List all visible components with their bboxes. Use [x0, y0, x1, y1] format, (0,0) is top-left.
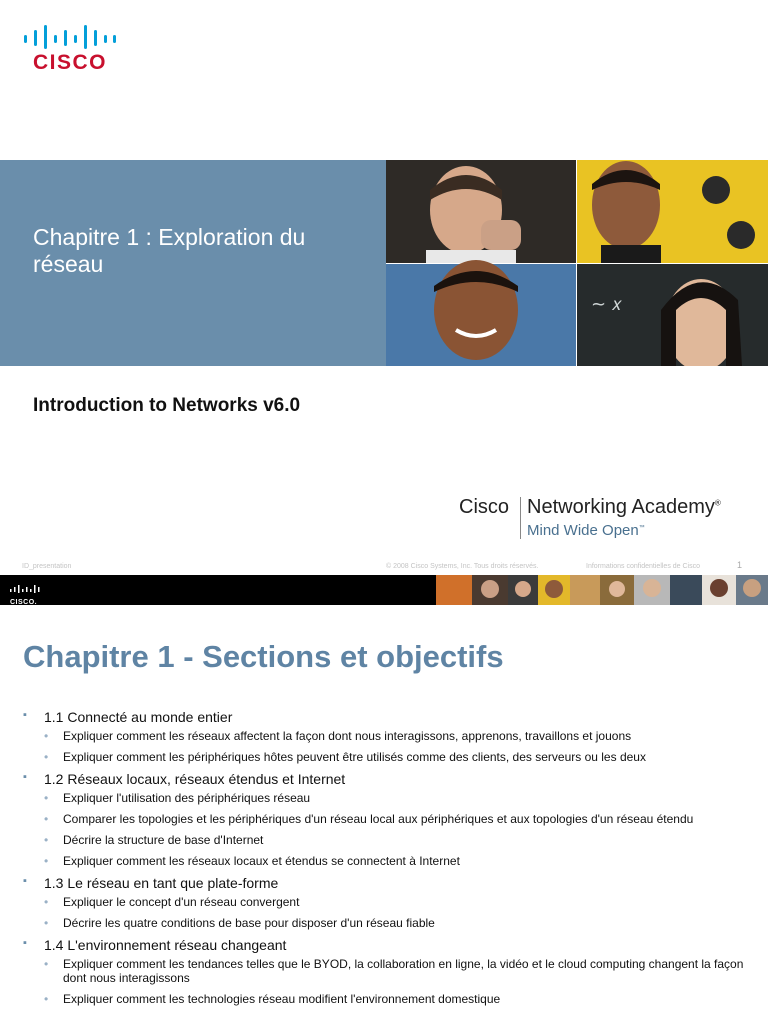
content-slide — [0, 575, 768, 1024]
cisco-logo-text: CISCO — [33, 51, 108, 74]
objective-sublist — [44, 957, 752, 1006]
course-subtitle: Introduction to Networks v6.0 — [33, 395, 301, 416]
objective-item: • Expliquer comment les technologies réseau modifient l'environnement domestique — [44, 992, 752, 1006]
objective-item: • Expliquer comment les périphériques hôtes peuvent être utilisés comme des clients, des serveurs ou les deux — [44, 750, 752, 764]
objective-sublist — [44, 895, 752, 930]
footer-page-number: 1 — [737, 560, 743, 570]
objective-item: • Décrire la structure de base d'Internet — [44, 833, 752, 847]
objective-item: • Expliquer comment les réseaux locaux et étendus se connectent à Internet — [44, 854, 752, 868]
section-label: 1.3 Le réseau en tant que plate-forme — [44, 875, 279, 891]
people-photo-collage — [386, 160, 768, 366]
academy-tagline — [527, 522, 645, 539]
mini-cisco-text: CISCO. — [10, 599, 38, 606]
slide-title: Chapitre 1 - Sections et objectifs — [23, 639, 504, 674]
section-label: 1.4 L'environnement réseau changeant — [44, 937, 287, 953]
tagline-text: Mind Wide Open — [527, 522, 639, 539]
objective-item: • Expliquer comment les réseaux affectent la façon dont nous interagissons, apprenons, travaillons et jouons — [44, 729, 752, 743]
academy-name-text: Networking Academy — [527, 496, 715, 518]
footer-confidential: Informations confidentielles de Cisco — [586, 563, 701, 570]
top-banner — [0, 575, 768, 605]
footer-presentation-id: ID_presentation — [22, 563, 72, 570]
people-photo-strip — [436, 575, 768, 605]
section-item — [22, 875, 752, 930]
objective-item: • Décrire les quatre conditions de base pour disposer d'un réseau fiable — [44, 916, 752, 930]
section-item — [22, 771, 752, 868]
registered-mark: ® — [714, 498, 721, 508]
objectives-list — [22, 709, 752, 1013]
academy-separator — [520, 497, 521, 539]
objective-item: • Expliquer le concept d'un réseau convergent — [44, 895, 752, 909]
academy-cisco: Cisco — [459, 496, 510, 518]
svg-text:~ 𝑥: ~ 𝑥 — [591, 294, 622, 315]
slide-title: Chapitre 1 : Exploration du réseau — [33, 224, 306, 277]
cisco-bars-icon — [24, 25, 116, 49]
section-item — [22, 937, 752, 1006]
trademark-mark: ™ — [638, 525, 645, 531]
objective-item: • Expliquer comment les tendances telles que le BYOD, la collaboration en ligne, la vidéo et le cloud computing changent la façon dont nous interagissons — [44, 957, 752, 985]
mini-cisco-bars-icon — [10, 585, 42, 593]
objective-sublist — [44, 791, 752, 868]
section-label: 1.2 Réseaux locaux, réseaux étendus et Internet — [44, 771, 346, 787]
objective-item: • Comparer les topologies et les périphériques d'un réseau local aux périphériques et aux topologies d'un réseau étendu — [44, 812, 752, 826]
academy-name — [527, 496, 721, 519]
section-label: 1.1 Connecté au monde entier — [44, 709, 233, 725]
section-item — [22, 709, 752, 764]
footer-copyright: © 2008 Cisco Systems, Inc. Tous droits réservés. — [386, 563, 539, 570]
mini-cisco-logo — [10, 580, 42, 606]
objective-item: • Expliquer l'utilisation des périphériques réseau — [44, 791, 752, 805]
objective-sublist — [44, 729, 752, 764]
